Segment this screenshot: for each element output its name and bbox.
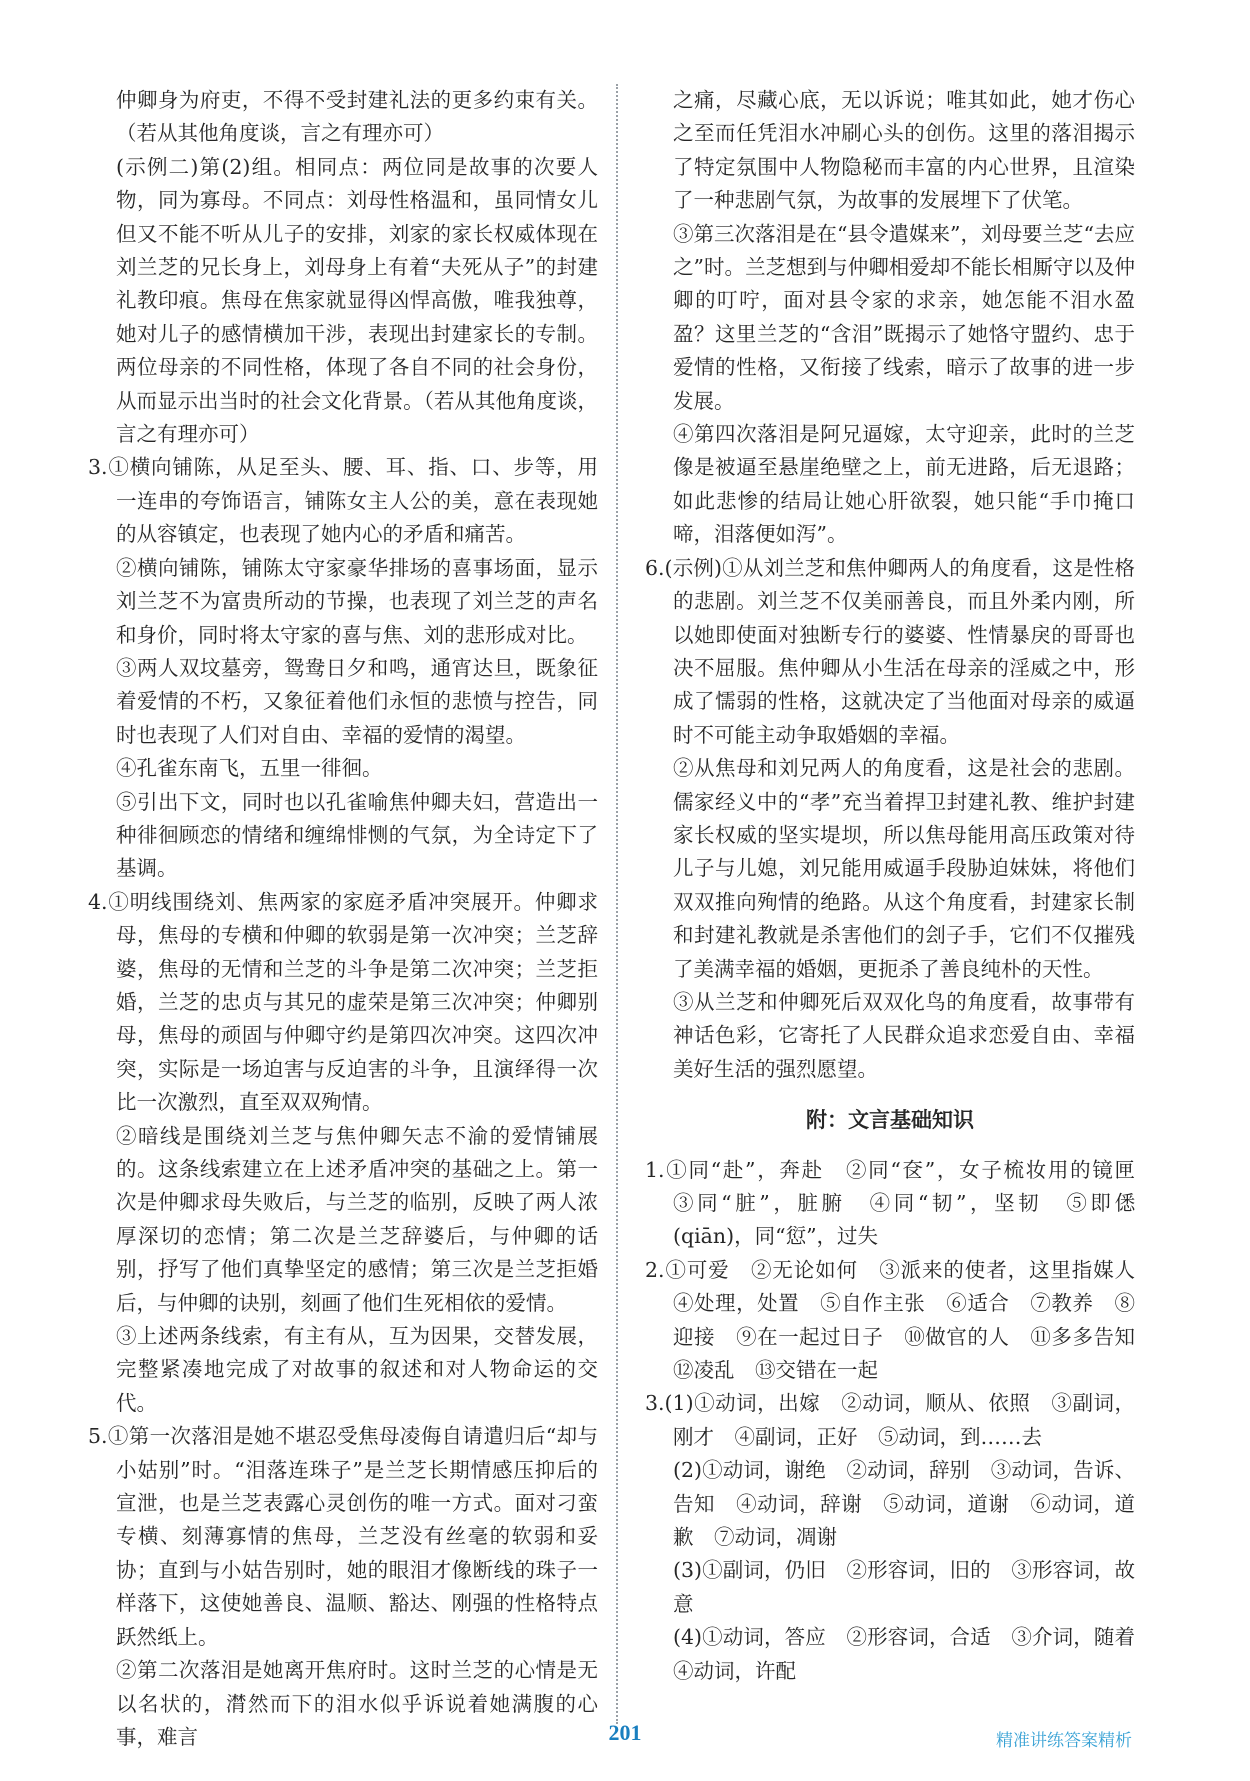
answer-paragraph: ④孔雀东南飞，五里一徘徊。 — [116, 756, 383, 781]
answer-paragraph: 3.(1)①动词，出嫁 ②动词，顺从、依照 ③副词，刚才 ④副词，正好 ⑤动词，到……去 — [645, 1391, 1135, 1449]
page-number: 201 — [608, 1720, 642, 1745]
answer-paragraph: (2)①动词，谢绝 ②动词，辞别 ③动词，告诉、告知 ④动词，辞谢 ⑤动词，道谢 ⑥动词，道歉 ⑦动词，凋谢 — [673, 1458, 1135, 1550]
left-column — [88, 84, 598, 1754]
answer-paragraph: ③从兰芝和仲卿死后双双化鸟的角度看，故事带有神话色彩，它寄托了人民群众追求恋爱自由、幸福美好生活的强烈愿望。 — [673, 989, 1135, 1081]
footer-label: 精准讲练答案精析 — [996, 1731, 1132, 1751]
answer-paragraph: 之痛，尽藏心底，无以诉说；唯其如此，她才伤心之至而任凭泪水冲刷心头的创伤。这里的落泪揭示了特定氛围中人物隐秘而丰富的内心世界，且渲染了一种悲剧气氛，为故事的发展埋下了伏笔。 — [673, 88, 1135, 213]
answer-paragraph: 3.①横向铺陈，从足至头、腰、耳、指、口、步等，用一连串的夸饰语言，铺陈女主人公的美，意在表现她的从容镇定，也表现了她内心的矛盾和痛苦。 — [88, 455, 598, 547]
answer-paragraph: 2.①可爱 ②无论如何 ③派来的使者，这里指媒人 ④处理，处置 ⑤自作主张 ⑥适合 ⑦教养 ⑧迎接 ⑨在一起过日子 ⑩做官的人 ⑪多多告知 ⑫凌乱 ⑬交错在一起 — [645, 1257, 1156, 1383]
answer-paragraph: ②从焦母和刘兄两人的角度看，这是社会的悲剧。儒家经义中的“孝”充当着捍卫封建礼教、维护封建家长权威的坚实堤坝，所以焦母能用高压政策对待儿子与儿媳，刘兄能用威逼手段胁迫妹妹，将他们双双推向殉情的绝路。从这个角度看，封建家长制和封建礼教就是杀害他们的刽子手，它们不仅摧残了美满幸福的婚姻，更扼杀了善良纯朴的天性。 — [673, 756, 1135, 981]
column-divider — [616, 84, 618, 1724]
section-title: 附：文言基础知识 — [806, 1108, 974, 1133]
answer-paragraph: ③两人双坟墓旁，鸳鸯日夕和鸣，通宵达旦，既象征着爱情的不朽，又象征着他们永恒的悲愤与控告，同时也表现了人们对自由、幸福的爱情的渴望。 — [116, 655, 598, 747]
right-column — [645, 84, 1156, 1688]
answer-paragraph: 仲卿身为府吏，不得不受封建礼法的更多约束有关。（若从其他角度谈，言之有理亦可） — [116, 88, 598, 146]
answer-paragraph: ②第二次落泪是她离开焦府时。这时兰芝的心情是无以名状的，潸然而下的泪水似乎诉说着她满腹的心事，难言 — [116, 1658, 598, 1749]
answer-paragraph: ⑤引出下文，同时也以孔雀喻焦仲卿夫妇，营造出一种徘徊顾恋的情绪和缠绵悱恻的气氛，为全诗定下了基调。 — [116, 789, 598, 881]
answer-paragraph: ③上述两条线索，有主有从，互为因果，交替发展，完整紧凑地完成了对故事的叙述和对人物命运的交代。 — [116, 1324, 598, 1415]
answer-paragraph: 6.(示例)①从刘兰芝和焦仲卿两人的角度看，这是性格的悲剧。刘兰芝不仅美丽善良，而且外柔内刚，所以她即使面对独断专行的婆婆、性情暴戾的哥哥也决不屈服。焦仲卿从小生活在母亲的淫威之中，形成了懦弱的性格，这就决定了当他面对母亲的威逼时不可能主动争取婚姻的幸福。 — [645, 555, 1135, 747]
answer-paragraph: ②横向铺陈，铺陈太守家豪华排场的喜事场面，显示刘兰芝不为富贵所动的节操，也表现了刘兰芝的声名和身价，同时将太守家的喜与焦、刘的悲形成对比。 — [116, 555, 598, 647]
answer-paragraph: 4.①明线围绕刘、焦两家的家庭矛盾冲突展开。仲卿求母，焦母的专横和仲卿的软弱是第一次冲突；兰芝辞婆，焦母的无情和兰芝的斗争是第二次冲突；兰芝拒婚，兰芝的忠贞与其兄的虚荣是第三次冲突；仲卿别母，焦母的顽固与仲卿守约是第四次冲突。这四次冲突，实际是一场迫害与反迫害的斗争，且演绎得一次比一次激烈，直至双双殉情。 — [88, 889, 598, 1115]
answer-paragraph: (示例二)第(2)组。相同点：两位同是故事的次要人物，同为寡母。不同点：刘母性格温和，虽同情女儿但又不能不听从儿子的安排，刘家的家长权威体现在刘兰芝的兄长身上，刘母身上有着“夫死从子”的封建礼教印痕。焦母在焦家就显得凶悍高傲，唯我独尊，她对儿子的感情横加干涉，表现出封建家长的专制。两位母亲的不同性格，体现了各自不同的社会身份，从而显示出当时的社会文化背景。（若从其他角度谈，言之有理亦可） — [116, 154, 598, 447]
answer-paragraph: ④第四次落泪是阿兄逼嫁，太守迎亲，此时的兰芝像是被逼至悬崖绝壁之上，前无进路，后无退路；如此悲惨的结局让她心肝欲裂，她只能“手巾掩口啼，泪落便如泻”。 — [673, 422, 1135, 547]
answer-paragraph: ③第三次落泪是在“县令遣媒来”，刘母要兰芝“去应之”时。兰芝想到与仲卿相爱却不能长相厮守以及仲卿的叮咛，面对县令家的求亲，她怎能不泪水盈盈？这里兰芝的“含泪”既揭示了她恪守盟约、忠于爱情的性格，又衔接了线索，暗示了故事的进一步发展。 — [673, 221, 1135, 413]
answer-paragraph: 5.①第一次落泪是她不堪忍受焦母凌侮自请遣归后“却与小姑别”时。“泪落连珠子”是兰芝长期情感压抑后的宣泄，也是兰芝表露心灵创伤的唯一方式。面对刁蛮专横、刻薄寡情的焦母，兰芝没有丝毫的软弱和妥协；直到与小姑告别时，她的眼泪才像断线的珠子一样落下，这使她善良、温顺、豁达、刚强的性格特点跃然纸上。 — [88, 1424, 598, 1649]
answer-paragraph: (4)①动词，答应 ②形容词，合适 ③介词，随着 ④动词，许配 — [673, 1625, 1156, 1683]
answer-paragraph: (3)①副词，仍旧 ②形容词，旧的 ③形容词，故意 — [673, 1558, 1135, 1616]
answer-paragraph: 1.①同“赴”，奔赴 ②同“奁”，女子梳妆用的镜匣 ③同“脏”，脏腑 ④同“韧”，坚韧 ⑤即僁(qiān)，同“愆”，过失 — [645, 1157, 1156, 1249]
answer-paragraph: ②暗线是围绕刘兰芝与焦仲卿矢志不渝的爱情铺展的。这条线索建立在上述矛盾冲突的基础之上。第一次是仲卿求母失败后，与兰芝的临别，反映了两人浓厚深切的恋情；第二次是兰芝辞婆后，与仲卿的话别，抒写了他们真挚坚定的感情；第三次是兰芝拒婚后，与仲卿的诀别，刻画了他们生死相依的爱情。 — [116, 1123, 598, 1315]
